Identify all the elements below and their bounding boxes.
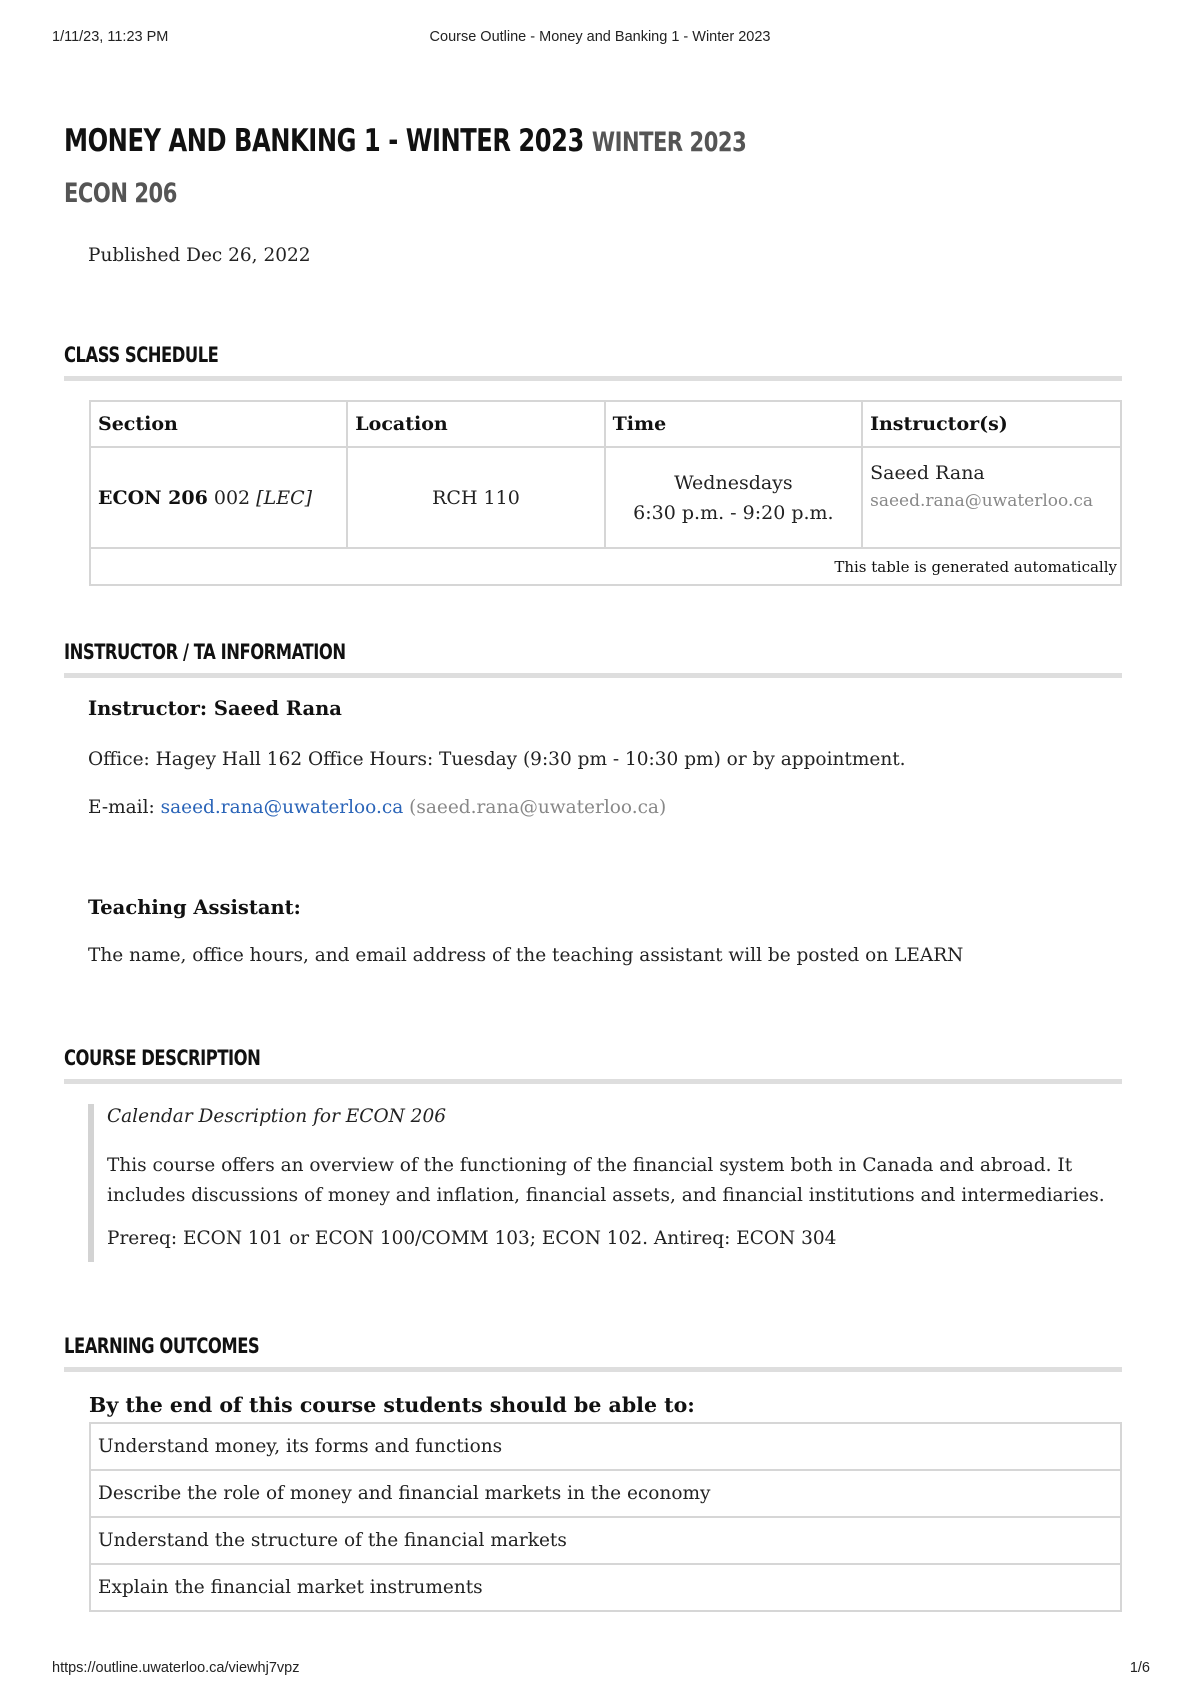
section-divider [64,1367,1122,1372]
print-header [0,29,1200,49]
course-title [64,123,746,159]
outcome-row [90,1517,1121,1564]
section-divider [64,673,1122,678]
table-note: This table is generated automatically [90,548,1121,585]
section-heading: INSTRUCTOR / TA INFORMATION [64,640,346,664]
schedule-table [89,400,1122,586]
page-number: 1/6 [1129,1660,1150,1676]
section-heading: CLASS SCHEDULE [64,343,219,367]
calendar-description-quote [88,1104,1122,1262]
instructor-name: Saeed Rana [870,462,985,484]
outcome-row [90,1423,1121,1470]
column-header: Time [605,401,862,447]
print-url: https://outline.uwaterloo.ca/viewhj7vpz [52,1660,300,1676]
instructor-heading: Instructor: Saeed Rana [88,697,342,720]
instructor-cell [862,447,1121,548]
section-course-description [64,1046,1122,1072]
outcomes-table [89,1422,1122,1612]
column-header: Location [347,401,604,447]
outcome-item: Explain the financial market instruments [90,1564,1121,1611]
schedule-row [90,447,1121,548]
class-day: Wednesdays [674,471,793,494]
course-title-text: MONEY AND BANKING 1 - WINTER 2023 [64,123,584,159]
section-divider [64,376,1122,381]
class-time: 6:30 p.m. - 9:20 p.m. [633,501,834,524]
outcome-item: Understand the structure of the financial markets [90,1517,1121,1564]
email-label: E-mail: [88,797,155,818]
time-cell [605,447,862,548]
section-heading: LEARNING OUTCOMES [64,1334,260,1358]
email-line [88,797,666,818]
published-date: Published Dec 26, 2022 [88,245,311,266]
instructor-email: saeed.rana@uwaterloo.ca [870,491,1094,511]
location-cell: RCH 110 [347,447,604,548]
section-number: 002 [213,486,251,509]
column-header: Instructor(s) [862,401,1121,447]
email-link[interactable]: saeed.rana@uwaterloo.ca [160,797,404,818]
section-learning-outcomes [64,1334,1122,1360]
calendar-description-title: Calendar Description for ECON 206 [107,1106,446,1127]
outcome-row [90,1564,1121,1611]
course-description-text: This course offers an overview of the functioning of the financial system both in Canada and abroad. It includes discussions of money and inflation, financial assets, and financial institutions and intermediaries. [107,1155,1105,1206]
print-datetime: 1/11/23, 11:23 PM [52,29,169,45]
section-instructor-ta [64,640,1122,666]
outcomes-lead: By the end of this course students should be able to: [89,1393,695,1417]
outcome-item: Describe the role of money and financial markets in the economy [90,1470,1121,1517]
section-heading: COURSE DESCRIPTION [64,1046,261,1070]
prerequisites: Prereq: ECON 101 or ECON 100/COMM 103; ECON 102. Antireq: ECON 304 [107,1228,837,1249]
email-parenthetical: (saeed.rana@uwaterloo.ca) [409,797,667,818]
section-type: [LEC] [256,486,313,509]
outcome-row [90,1470,1121,1517]
schedule-header-row [90,401,1121,447]
ta-heading: Teaching Assistant: [88,896,301,919]
print-doc-title: Course Outline - Money and Banking 1 - Winter 2023 [429,29,771,45]
schedule-note-row [90,548,1121,585]
outcome-item: Understand money, its forms and functions [90,1423,1121,1470]
section-class-schedule [64,343,1122,369]
section-code: ECON 206 [98,486,208,509]
ta-text: The name, office hours, and email address of the teaching assistant will be posted on LEARN [88,945,964,966]
course-code: ECON 206 [64,178,177,209]
section-divider [64,1079,1122,1084]
office-hours: Office: Hagey Hall 162 Office Hours: Tuesday (9:30 pm - 10:30 pm) or by appointment. [88,749,906,770]
course-term: WINTER 2023 [591,127,747,158]
column-header: Section [90,401,347,447]
section-cell [90,447,347,548]
